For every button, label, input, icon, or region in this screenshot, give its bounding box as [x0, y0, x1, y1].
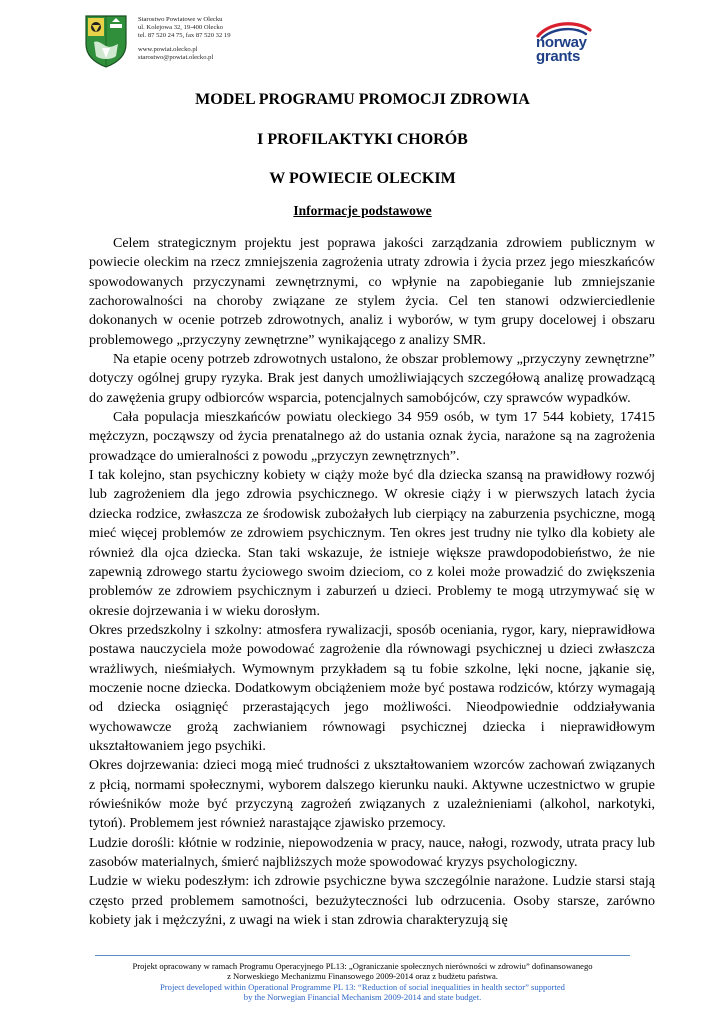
paragraph: Celem strategicznym projektu jest poprawa jakości zarządzania zdrowiem publicznym w powiecie oleckim na rzecz zmniejszenia zagrożenia utraty zdrowia i życia przez jego mieszkańców spowodowanych przyczynami zewnętrznymi, co wpłynie na zapobieganie lub zmniejszanie zachorowalności na choroby związane ze stylem życia. Cel ten stanowi odzwierciedlenie dokonanych w ocenie potrzeb zdrowotnych, analiz i wyborów, w tym grupy docelowej i obszaru problemowego „przyczyny zewnętrzne” wynikającego z analizy SMR.	[89, 236, 655, 348]
paragraph: Na etapie oceny potrzeb zdrowotnych ustalono, że obszar problemowy „przyczyny zewnętrzne” dotyczy ogólnej grupy ryzyka. Brak jest danych umożliwiających szczegółową analizę prowadzącą do zawężenia grupy odbiorców wsparcia, potencjalnych samobójców, czy sprawców wypadków.	[89, 352, 655, 406]
coat-of-arms-icon	[84, 14, 128, 68]
footer-divider	[95, 955, 630, 956]
address-line: Starostwo Powiatowe w Olecku	[138, 16, 223, 23]
footer-english-line1: Project developed within Operational Programme PL 13: “Reduction of social inequalities in health sector” supported	[160, 981, 565, 992]
paragraph: Ludzie w wieku podeszłym: ich zdrowie psychiczne bywa szczególnie narażone. Ludzie starsi stają często przed problemem samotności, bezużyteczności lub odrzucenia. Osoby starsze, zarówno kobiety jak i mężczyźni, z uwagi na wiek i stan zdrowia charakteryzują się	[89, 874, 655, 929]
page-footer	[0, 961, 725, 1003]
document-body	[89, 234, 655, 930]
letterhead	[0, 0, 725, 80]
document-title-line3: W POWIECIE OLECKIM	[269, 170, 456, 187]
footer-polish-line2: z Norweskiego Mechanizmu Finansowego 2009-2014 oraz z budżetu państwa.	[227, 971, 498, 982]
office-address	[138, 16, 231, 62]
address-line: ul. Kolejowa 32, 19-400 Olecko	[138, 24, 223, 32]
norway-grants-text-line2: grants	[536, 48, 581, 65]
website-link[interactable]: www.powiat.olecko.pl	[138, 45, 198, 53]
paragraph: Cała populacja mieszkańców powiatu oleckiego 34 959 osób, w tym 17 544 kobiety, 17415 mężczyzn, począwszy od życia prenatalnego aż do ustania oznak życia, narażone są na zagrożenia prowadzące do umieralności z powodu „przyczyn zewnętrznych”.	[89, 410, 655, 464]
document-title-line1: MODEL PROGRAMU PROMOCJI ZDROWIA	[195, 91, 530, 108]
paragraph: I tak kolejno, stan psychiczny kobiety w ciąży może być dla dziecka szansą na prawidłowy rozwój lub zagrożeniem dla jego zdrowia psychicznego. W okresie ciąży i w pierwszych latach życia dziecka rodzice, zwłaszcza ze środowisk zubożałych lub cierpiący na zaburzenia psychiczne, mogą mieć więcej problemów ze zdrowiem psychicznym. Ten okres jest trudny nie tylko dla kobiety ale również dla ojca dziecka. Stan taki wskazuje, że istnieje większe prawdopodobieństwo, że nie zapewnią zdrowego startu życiowego swoim dzieciom, co z kolei może prowadzić do zwiększenia problemów ze zdrowiem psychicznym i zaburzeń u dzieci. Problemy te mogą utrzymywać się w okresie dojrzewania i w wieku dorosłym.	[89, 468, 655, 619]
section-heading: Informacje podstawowe	[293, 203, 432, 218]
footer-polish-line1: Projekt opracowany w ramach Programu Operacyjnego PL13: „Ograniczanie społecznych nierówności w zdrowiu” dofinansowanego	[132, 961, 593, 971]
norway-grants-text-line1: norway	[536, 34, 587, 51]
norway-grants-logo	[532, 20, 622, 70]
document-title-line2: I PROFILAKTYKI CHORÓB	[257, 131, 468, 148]
paragraph: Ludzie dorośli: kłótnie w rodzinie, niepowodzenia w pracy, nauce, nałogi, rozwody, utrata pracy lub zasobów materialnych, śmierć najbliższych może spowodować kryzys psychologiczny.	[89, 835, 655, 870]
footer-english-line2: by the Norwegian Financial Mechanism 2009-2014 and state budget.	[243, 992, 482, 1003]
email-link[interactable]: starostwo@powiat.olecko.pl	[138, 53, 214, 61]
paragraph: Okres dojrzewania: dzieci mogą mieć trudności z ukształtowaniem wzorców zachowań związanych z płcią, normami społecznymi, wyborem dalszego kierunku nauki. Aktywne uczestnictwo w grupie rówieśników może być przyczyną zagrożeń związanych z uzależnieniami (alkohol, narkotyki, tytoń). Problemem jest również narastające zjawisko przemocy.	[89, 758, 655, 832]
paragraph: Okres przedszkolny i szkolny: atmosfera rywalizacji, sposób oceniania, rygor, kary, nieprawidłowa postawa nauczyciela może powodować zagrożenie dla równowagi psychicznej u dzieci zwłaszcza wrażliwych, nieśmiałych. Wymownym przykładem są tu fobie szkolne, lęki nocne, jąkanie się, moczenie nocne dziecka. Dodatkowym obciążeniem może być postawa rodziców, którzy wymagają od dziecka osiągnięć przerastających jego możliwości. Nieodpowiednie oddziaływania wychowawcze grożą zachwianiem równowagi psychicznej dziecka i nieprawidłowym ukształtowaniem jego psychiki.	[89, 622, 655, 754]
address-line: tel. 87 520 24 75, fax 87 520 32 19	[138, 32, 231, 40]
